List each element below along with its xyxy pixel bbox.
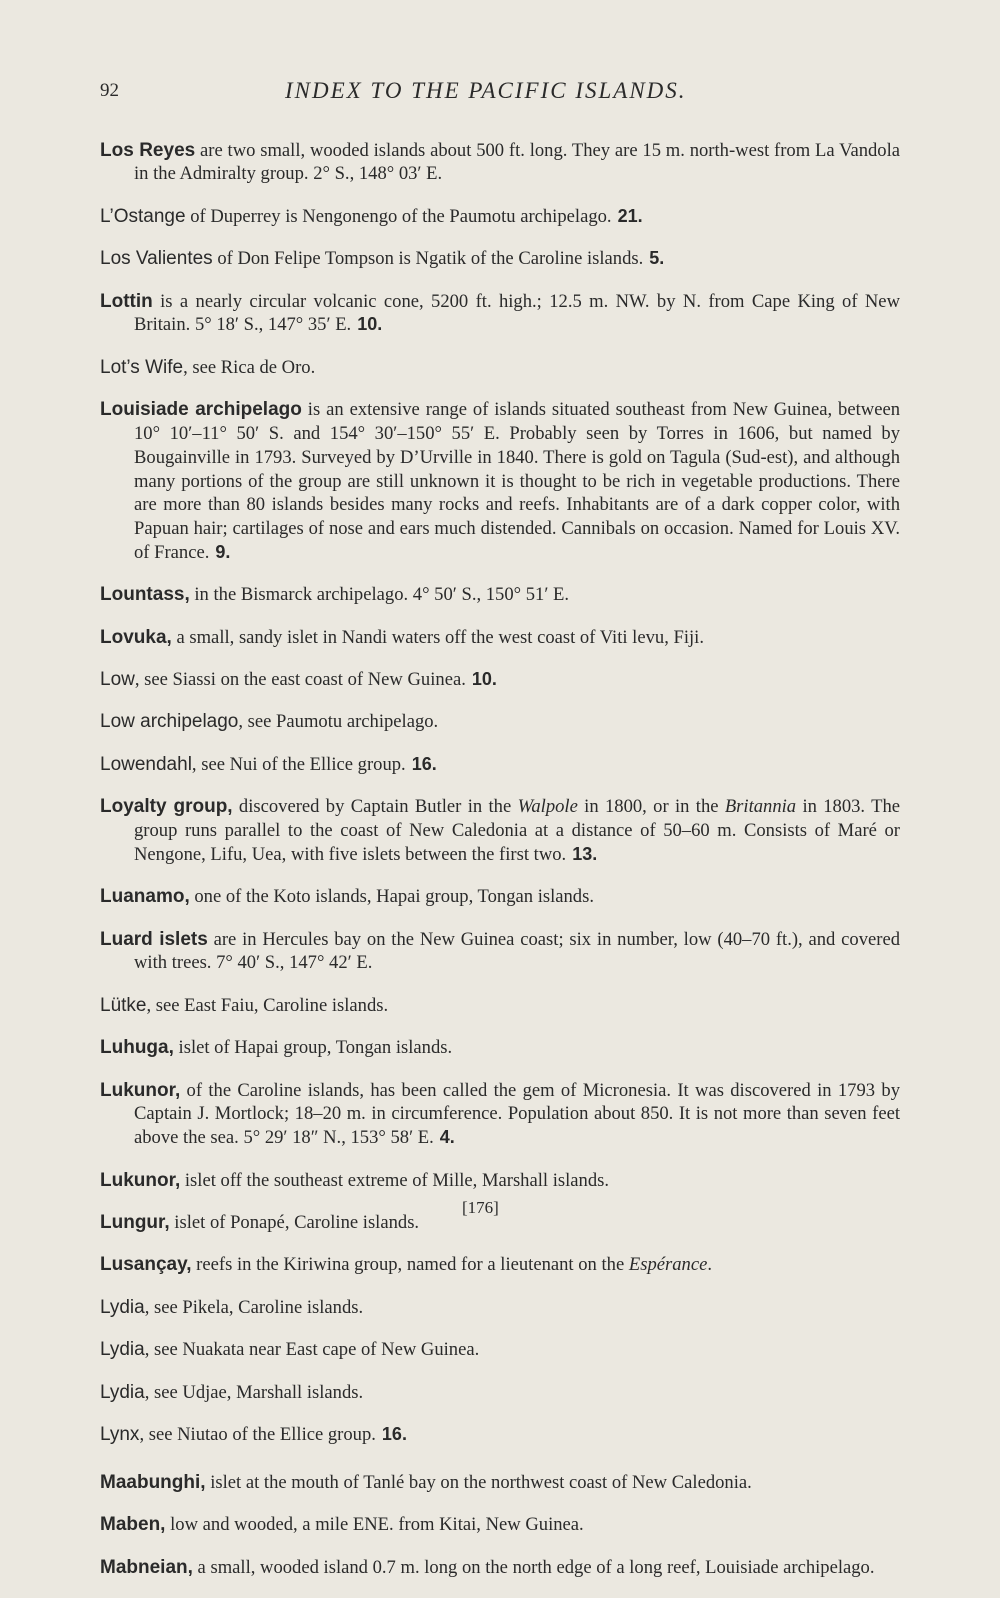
index-entry <box>100 1296 900 1320</box>
entry-text: , see Nuakata near East cape of New Guinea. <box>144 1339 480 1361</box>
entry-headword: Lountass, <box>100 584 190 606</box>
index-entry <box>100 290 900 338</box>
entry-reference-number: 4. <box>439 1127 455 1148</box>
ship-name: Walpole <box>517 796 578 818</box>
index-entry <box>100 583 900 607</box>
index-entry <box>100 994 900 1018</box>
index-entry <box>100 1381 900 1405</box>
entry-reference-number: 5. <box>649 248 665 269</box>
ship-name: Britannia <box>724 796 797 818</box>
entry-text: is a nearly circular volcanic cone, 5200 ft. high.; 12.5 m. NW. by N. from Cape King of New Britain. 5° 18′ S., 147° 35′ E. <box>134 290 900 336</box>
entry-headword: L’Ostange <box>100 205 186 227</box>
entry-text: , see Niutao of the Ellice group. <box>139 1423 376 1445</box>
entry-headword: Lydia <box>100 1296 145 1318</box>
entry-reference-number: 16. <box>381 1423 407 1444</box>
ship-name: Espérance <box>628 1254 708 1276</box>
entry-headword: Luard islets <box>100 928 208 950</box>
entry-headword: Lusançay, <box>100 1254 192 1276</box>
entry-headword: Lynx <box>100 1423 140 1445</box>
index-entry <box>100 1253 900 1277</box>
index-entry <box>100 1556 900 1580</box>
index-entry <box>100 205 900 229</box>
entry-headword: Luhuga, <box>100 1037 174 1059</box>
entry-text: in the Bismarck archipelago. 4° 50′ S., 150° 51′ E. <box>189 584 570 606</box>
entry-text: is an extensive range of islands situated southeast from New Guinea, between 10° 10′–11° 50′ S. and 154° 30′–150° 55′ E. Probably seen by Torres in 1606, but named by Bougainville in 1793. Surveyed by D’Urville in 1840. There is gold on Tagula (Sud-est), and although many portions of the group are still unknown it is thought to be rich in vegetable productions. There are more than 80 islands besides many rocks and reefs. Inhabitants are of a dark copper color, with Papuan hair; cartilages of nose and ears much distended. Cannibals on occasion. Named for Louis XV. of France. <box>134 399 901 563</box>
entry-headword: Maben, <box>100 1514 166 1536</box>
entry-text: are in Hercules bay on the New Guinea coast; six in number, low (40–70 ft.), and covered with trees. 7° 40′ S., 147° 42′ E. <box>134 928 900 974</box>
entry-reference-number: 21. <box>617 205 643 226</box>
entry-headword: Luanamo, <box>100 886 190 908</box>
index-entry <box>100 753 900 777</box>
entry-headword: Lydia <box>100 1339 145 1361</box>
entry-headword: Lottin <box>100 290 153 312</box>
entry-reference-number: 10. <box>357 314 383 335</box>
page-number: 92 <box>100 80 119 101</box>
entry-text: , see Siassi on the east coast of New Guinea. <box>134 669 466 691</box>
index-entry <box>100 1338 900 1362</box>
index-entry <box>100 795 900 866</box>
entry-text: , see Paumotu archipelago. <box>238 711 439 733</box>
entry-text: islet at the mouth of Tanlé bay on the northwest coast of New Caledonia. <box>205 1471 752 1493</box>
index-entry <box>100 1513 900 1537</box>
entry-text: , see Udjae, Marshall islands. <box>144 1381 364 1403</box>
footer-page-number: [176] <box>462 1198 499 1217</box>
index-entry <box>100 139 900 187</box>
entry-headword: Low archipelago <box>100 711 239 733</box>
entry-headword: Lukunor, <box>100 1169 181 1191</box>
entry-headword: Louisiade archipelago <box>100 399 302 421</box>
entry-headword: Maabunghi, <box>100 1471 206 1493</box>
entry-text: islet off the southeast extreme of Mille, Marshall islands. <box>180 1169 610 1191</box>
index-entry <box>100 1423 900 1447</box>
index-entry <box>100 1211 900 1235</box>
entry-text: islet of Ponapé, Caroline islands. <box>169 1211 420 1233</box>
index-entry <box>100 1471 900 1495</box>
entry-headword: Lütke <box>100 994 147 1016</box>
entry-reference-number: 10. <box>471 669 497 690</box>
index-entries <box>100 120 900 1598</box>
entry-text: are two small, wooded islands about 500 ft. long. They are 15 m. north-west from La Vandola in the Admiralty group. 2° S., 148° 03′ E. <box>134 139 901 185</box>
entry-reference-number: 16. <box>411 753 437 774</box>
entry-text: one of the Koto islands, Hapai group, Tongan islands. <box>189 886 594 908</box>
entry-text: a small, sandy islet in Nandi waters off the west coast of Viti levu, Fiji. <box>171 626 704 648</box>
entry-headword: Lukunor, <box>100 1079 181 1101</box>
index-entry <box>100 928 900 976</box>
entry-headword: Los Valientes <box>100 248 213 270</box>
index-entry <box>100 1036 900 1060</box>
entry-reference-number: 13. <box>572 843 598 864</box>
index-entry <box>100 1169 900 1193</box>
index-entry <box>100 356 900 380</box>
index-entry <box>100 626 900 650</box>
entry-text: , see Pikela, Caroline islands. <box>144 1296 364 1318</box>
entry-headword: Lot’s Wife <box>100 356 184 378</box>
entry-text: of the Caroline islands, has been called the gem of Micronesia. It was discovered in 1793 by Captain J. Mortlock; 18–20 m. in circumference. Population about 850. It is not more than seven feet above the sea. 5° 29′ 18″ N., 153° 58′ E. <box>134 1079 900 1149</box>
index-entry <box>100 668 900 692</box>
entry-text: , see Nui of the Ellice group. <box>191 753 406 775</box>
entry-text: of Don Felipe Tompson is Ngatik of the Caroline islands. <box>212 248 644 270</box>
entry-text: discovered by Captain Butler in the Walpole in 1800, or in the Britannia in 1803. The group runs parallel to the coast of New Caledonia at a distance of 50–60 m. Consists of Maré or Nengone, Lifu, Uea, with five islets between the first two. <box>134 796 900 865</box>
entry-headword: Lowendahl <box>100 753 192 775</box>
index-entry <box>100 885 900 909</box>
entry-text: low and wooded, a mile ENE. from Kitai, New Guinea. <box>165 1514 584 1536</box>
index-entry <box>100 398 900 565</box>
entry-text: reefs in the Kiriwina group, named for a lieutenant on the Espérance. <box>191 1254 712 1276</box>
index-entry <box>100 710 900 734</box>
entry-headword: Lovuka, <box>100 626 172 648</box>
entry-text: islet of Hapai group, Tongan islands. <box>173 1037 453 1059</box>
entry-text: a small, wooded island 0.7 m. long on the north edge of a long reef, Louisiade archipelago. <box>192 1556 875 1578</box>
entry-text: of Duperrey is Nengonengo of the Paumotu archipelago. <box>185 205 612 227</box>
entry-headword: Lungur, <box>100 1211 170 1233</box>
entry-text: , see East Faiu, Caroline islands. <box>146 994 389 1016</box>
entry-headword: Loyalty group, <box>100 796 233 818</box>
index-entry <box>100 1079 900 1150</box>
entry-text: , see Rica de Oro. <box>183 356 316 378</box>
entry-headword: Los Reyes <box>100 139 196 161</box>
running-head: INDEX TO THE PACIFIC ISLANDS. <box>285 78 687 103</box>
index-entry <box>100 247 900 271</box>
entry-headword: Low <box>100 669 135 691</box>
entry-reference-number: 9. <box>215 541 231 562</box>
entry-headword: Mabneian, <box>100 1556 193 1578</box>
entry-headword: Lydia <box>100 1381 145 1403</box>
